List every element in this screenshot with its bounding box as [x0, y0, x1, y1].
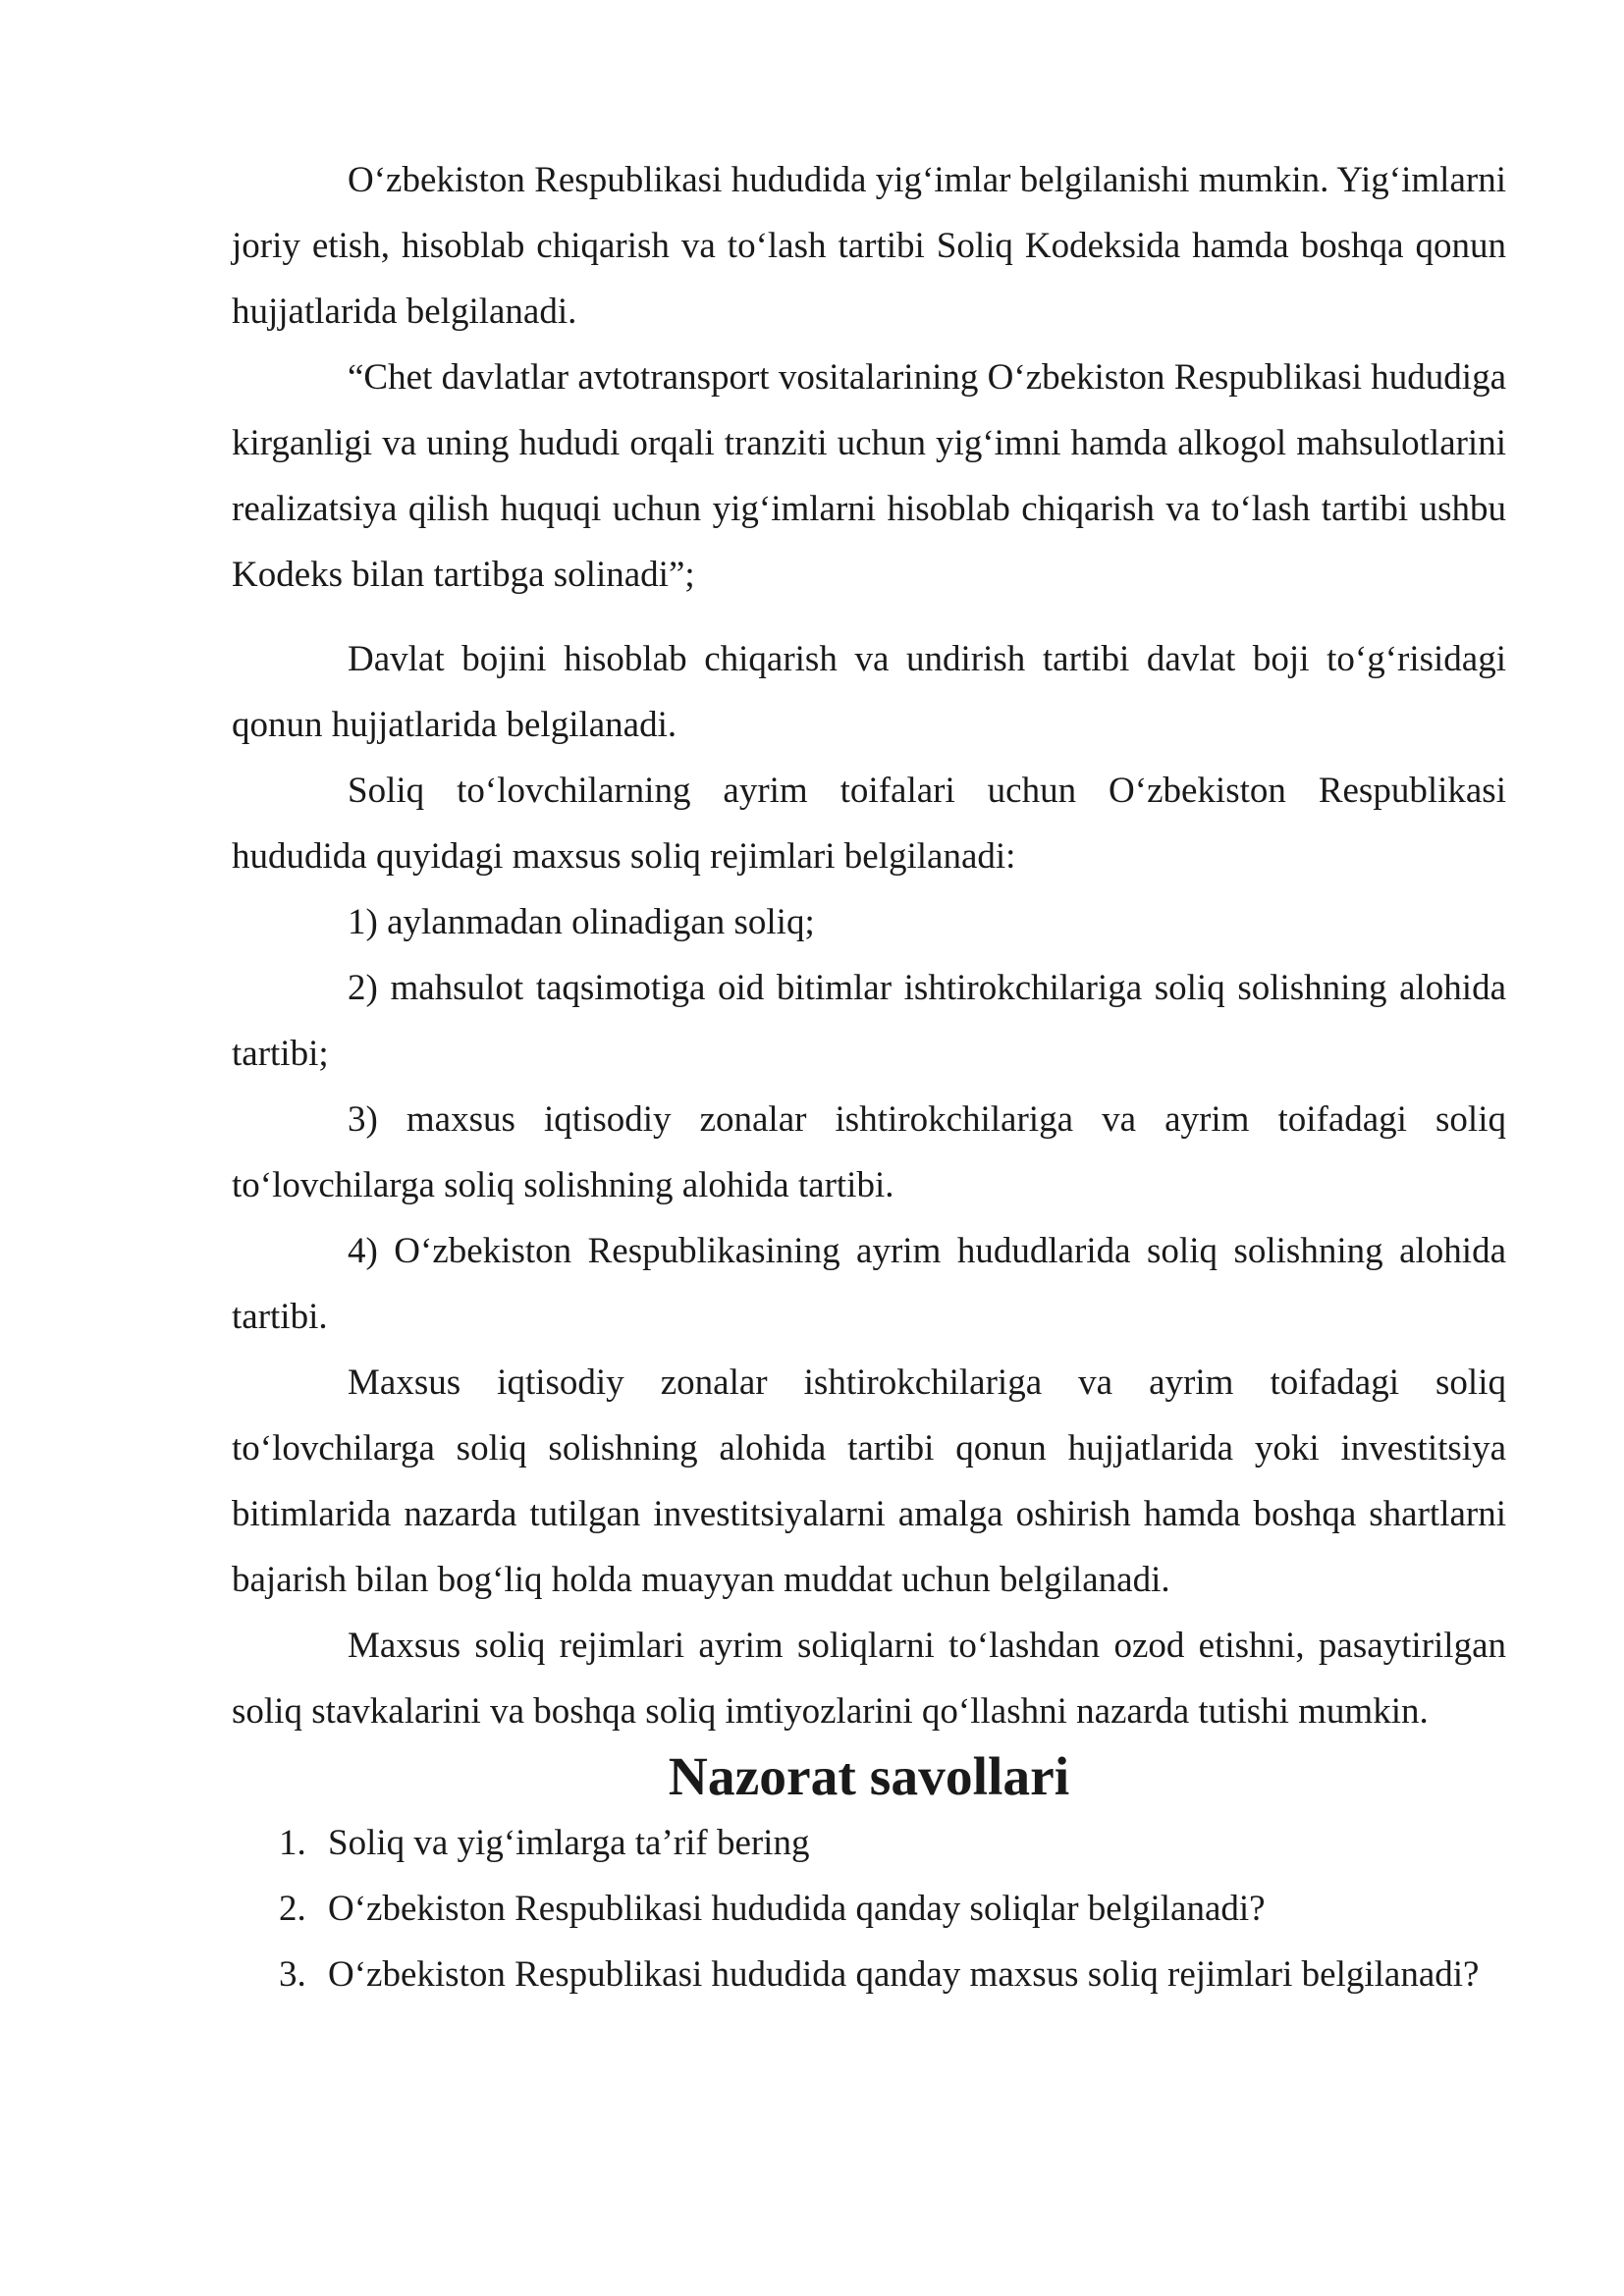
control-questions-list	[232, 1810, 1506, 2007]
regime-item-4: 4) O‘zbekiston Respublikasining ayrim hududlarida soliq solishning alohida tartibi.	[232, 1231, 1506, 1337]
question-item	[232, 1876, 1506, 1942]
regime-item-3: 3) maxsus iqtisodiy zonalar ishtirokchilariga va ayrim toifadagi soliq to‘lovchilarga soliq solishning alohida tartibi.	[232, 1099, 1506, 1205]
paragraph-fees: O‘zbekiston Respublikasi hududida yig‘imlar belgilanishi mumkin. Yig‘imlarni joriy etish, hisoblab chiqarish va to‘lash tartibi Soliq Kodeksida hamda boshqa qonun hujjatlarida belgilanadi.	[232, 160, 1506, 332]
question-number: 3.	[279, 1954, 306, 1995]
paragraph-special-regimes-intro: Soliq to‘lovchilarning ayrim toifalari uchun O‘zbekiston Respublikasi hududida quyidagi maxsus soliq rejimlari belgilanadi:	[232, 771, 1506, 877]
paragraph-state-duty: Davlat bojini hisoblab chiqarish va undirish tartibi davlat boji to‘g‘risidagi qonun hujjatlarida belgilanadi.	[232, 639, 1506, 745]
paragraph-regime-benefits: Maxsus soliq rejimlari ayrim soliqlarni to‘lashdan ozod etishni, pasaytirilgan soliq stavkalarini va boshqa soliq imtiyozlarini qo‘llashni nazarda tutishi mumkin.	[232, 1626, 1506, 1732]
regime-item-1: 1) aylanmadan olinadigan soliq;	[348, 902, 815, 942]
question-number: 1.	[279, 1823, 306, 1863]
question-item	[232, 1810, 1506, 1876]
paragraph-vehicle-fees-quote: “Chet davlatlar avtotransport vositalarining O‘zbekiston Respublikasi hududiga kirganligi va uning hududi orqali tranziti uchun yig‘imni hamda alkogol mahsulotlarini realizatsiya qilish huquqi uchun yig‘imlarni hisoblab chiqarish va to‘lash tartibi ushbu Kodeks bilan tartibga solinadi”;	[232, 357, 1506, 595]
question-text: O‘zbekiston Respublikasi hududida qanday soliqlar belgilanadi?	[328, 1889, 1266, 1929]
question-number: 2.	[279, 1889, 306, 1929]
question-text: Soliq va yig‘imlarga ta’rif bering	[328, 1823, 810, 1863]
section-heading: Nazorat savollari	[668, 1747, 1070, 1807]
question-text: O‘zbekiston Respublikasi hududida qanday maxsus soliq rejimlari belgilanadi?	[328, 1954, 1480, 1995]
document-page	[232, 147, 1506, 2007]
regime-item-2: 2) mahsulot taqsimotiga oid bitimlar ishtirokchilariga soliq solishning alohida tartibi;	[232, 968, 1506, 1074]
question-item	[232, 1942, 1506, 2007]
paragraph-sez-regime: Maxsus iqtisodiy zonalar ishtirokchilariga va ayrim toifadagi soliq to‘lovchilarga soliq solishning alohida tartibi qonun hujjatlarida yoki investitsiya bitimlarida nazarda tutilgan investitsiyalarni amalga oshirish hamda boshqa shartlarni bajarish bilan bog‘liq holda muayyan muddat uchun belgilanadi.	[232, 1362, 1506, 1600]
